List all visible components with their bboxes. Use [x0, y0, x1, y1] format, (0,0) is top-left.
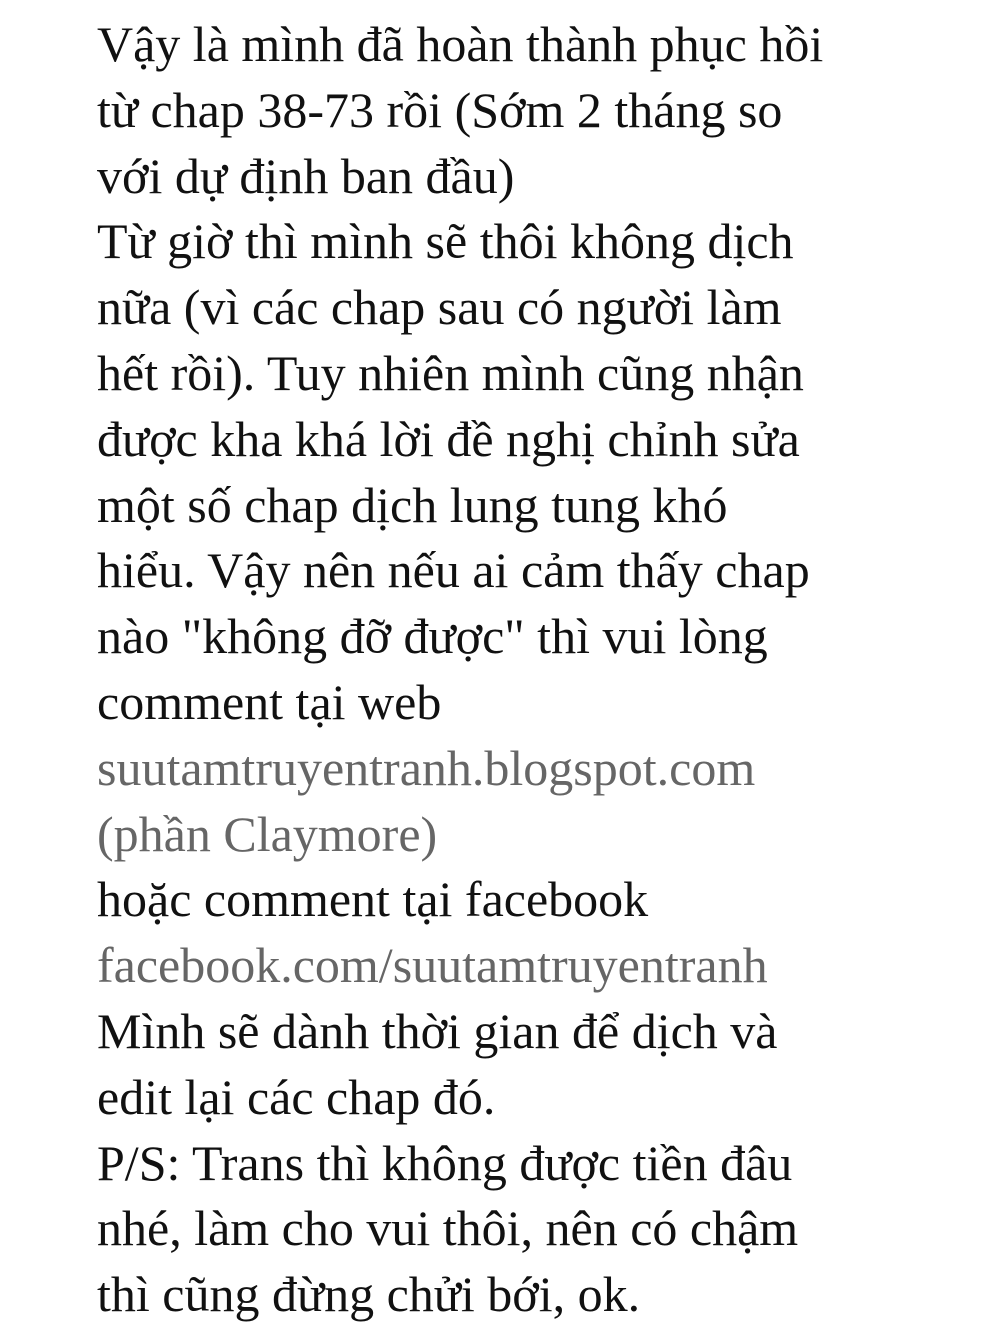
note-line: nữa (vì các chap sau có người làm: [97, 279, 782, 336]
note-line: Vậy là mình đã hoàn thành phục hồi: [97, 16, 824, 72]
note-line: hết rồi). Tuy nhiên mình cũng nhận: [97, 344, 804, 401]
note-line: P/S: Trans thì không được tiền đâu: [97, 1134, 793, 1191]
note-line: Từ giờ thì mình sẽ thôi không dịch: [97, 213, 794, 270]
note-line: thì cũng đừng chửi bới, ok.: [97, 1266, 641, 1323]
blog-section-note: (phần Claymore): [97, 805, 438, 862]
note-line: edit lại các chap đó.: [97, 1068, 496, 1125]
note-line: được kha khá lời đề nghị chỉnh sửa: [97, 410, 800, 467]
note-line: comment tại web: [97, 673, 442, 730]
translator-note: [97, 12, 977, 1328]
blog-url: suutamtruyentranh.blogspot.com: [97, 739, 756, 796]
note-line: Mình sẽ dành thời gian để dịch và: [97, 1002, 778, 1059]
facebook-url: facebook.com/suutamtruyentranh: [97, 937, 768, 994]
note-line: với dự định ban đầu): [97, 147, 515, 204]
note-line: một số chap dịch lung tung khó: [97, 476, 728, 533]
note-line: nào "không đỡ được" thì vui lòng: [97, 608, 768, 665]
note-line: từ chap 38-73 rồi (Sớm 2 tháng so: [97, 81, 783, 138]
note-line: nhé, làm cho vui thôi, nên có chậm: [97, 1200, 799, 1257]
note-line: hoặc comment tại facebook: [97, 871, 649, 928]
note-line: hiểu. Vậy nên nếu ai cảm thấy chap: [97, 542, 810, 599]
